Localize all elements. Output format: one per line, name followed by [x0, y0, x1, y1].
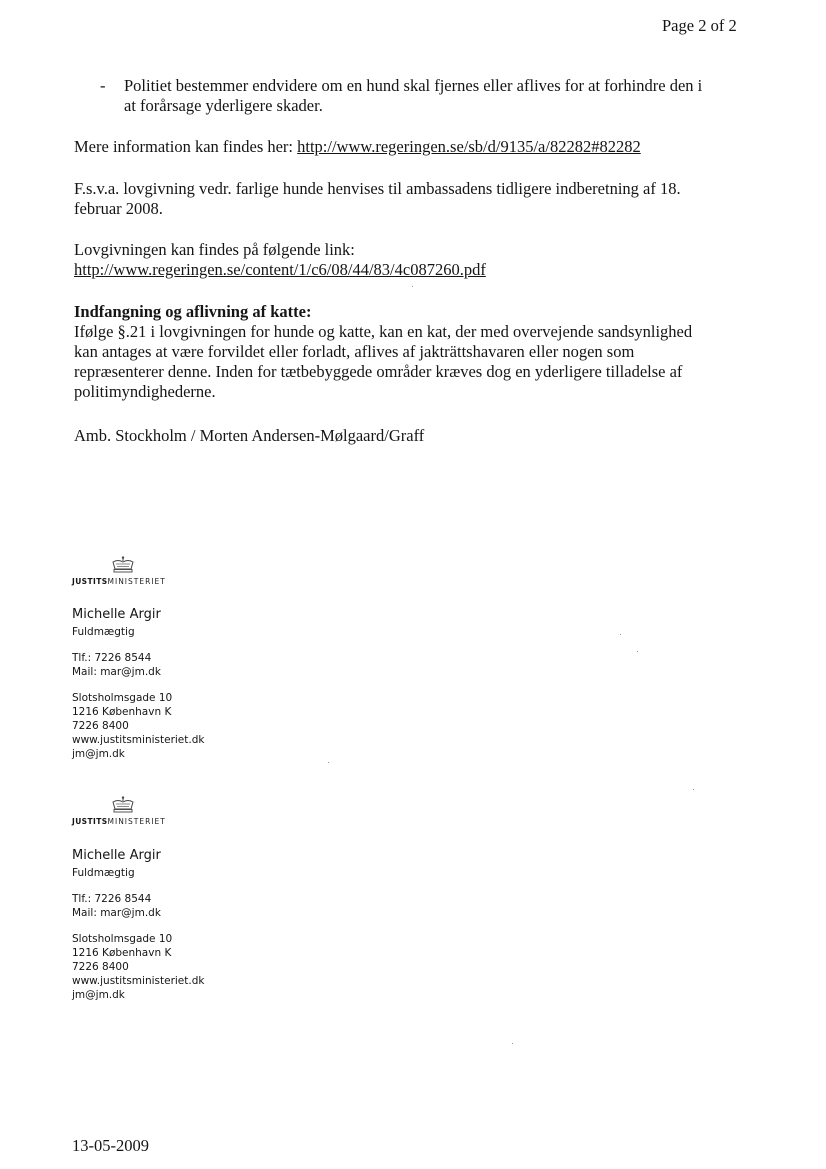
brand-light: MINISTERIET [107, 577, 166, 586]
cats-line: politimyndighederne. [74, 382, 216, 401]
law-link[interactable]: http://www.regeringen.se/content/1/c6/08/44/83/4c087260.pdf [74, 260, 486, 279]
law-paragraph [74, 240, 764, 280]
signature-title: Fuldmægtig [72, 867, 135, 879]
signature-city: 1216 København K [72, 947, 172, 959]
bullet-marker: - [100, 76, 106, 95]
brand-light: MINISTERIET [107, 817, 166, 826]
signature-mail[interactable]: Mail: mar@jm.dk [72, 666, 161, 678]
sender-line: Amb. Stockholm / Morten Andersen-Mølgaard/Graff [74, 426, 425, 445]
signature-main-phone: 7226 8400 [72, 961, 129, 973]
law-intro: Lovgivningen kan findes på følgende link: [74, 240, 355, 259]
bullet-line: at forårsage yderligere skader. [124, 96, 323, 115]
crown-icon [110, 796, 136, 814]
signature-website[interactable]: www.justitsministeriet.dk [72, 975, 205, 987]
cats-line: kan antages at være forvildet eller forladt, aflives af jakträttshavaren eller nogen som [74, 342, 635, 361]
bullet-line: Politiet bestemmer endvidere om en hund skal fjernes eller aflives for at forhindre den i [124, 76, 703, 95]
footer-date: 13-05-2009 [72, 1136, 149, 1155]
reference-line: F.s.v.a. lovgivning vedr. farlige hunde henvises til ambassadens tidligere indberetning af 18. [74, 179, 681, 198]
cats-line: Ifølge §.21 i lovgivningen for hunde og katte, kan en kat, der med overvejende sandsynlighed [74, 322, 693, 341]
crown-icon [110, 556, 136, 574]
brand-bold: JUSTITS [72, 577, 108, 586]
cats-heading: Indfangning og aflivning af katte: [74, 302, 312, 321]
signature-block [72, 796, 372, 1006]
ministry-logo-text [72, 817, 166, 826]
more-info-paragraph [74, 137, 764, 157]
scan-speck [637, 651, 638, 652]
signature-title: Fuldmægtig [72, 626, 135, 638]
bullet-paragraph [124, 76, 764, 116]
signature-block [72, 556, 372, 766]
signature-email[interactable]: jm@jm.dk [72, 989, 125, 1001]
ministry-logo-text [72, 577, 166, 586]
signature-address: Slotsholmsgade 10 [72, 933, 173, 945]
signature-phone: Tlf.: 7226 8544 [72, 652, 152, 664]
signature-city: 1216 København K [72, 706, 172, 718]
scan-speck [512, 1043, 513, 1044]
cats-line: repræsenterer denne. Inden for tætbebyggede områder kræves dog en yderligere tilladelse af [74, 362, 683, 381]
signature-email[interactable]: jm@jm.dk [72, 748, 125, 760]
signature-main-phone: 7226 8400 [72, 720, 129, 732]
scan-speck [620, 634, 621, 635]
reference-paragraph [74, 179, 764, 219]
page-number: Page 2 of 2 [662, 16, 737, 35]
signature-name: Michelle Argir [72, 607, 161, 622]
cats-section [74, 302, 764, 402]
scan-speck [412, 286, 413, 287]
signature-phone: Tlf.: 7226 8544 [72, 893, 152, 905]
signature-website[interactable]: www.justitsministeriet.dk [72, 734, 205, 746]
reference-line: februar 2008. [74, 199, 163, 218]
more-info-text: Mere information kan findes her: [74, 137, 298, 156]
signature-address: Slotsholmsgade 10 [72, 692, 173, 704]
scan-speck [328, 762, 329, 763]
signature-name: Michelle Argir [72, 848, 161, 863]
scan-speck [693, 789, 694, 790]
more-info-link[interactable]: http://www.regeringen.se/sb/d/9135/a/82282#82282 [297, 137, 641, 156]
brand-bold: JUSTITS [72, 817, 108, 826]
signature-mail[interactable]: Mail: mar@jm.dk [72, 907, 161, 919]
